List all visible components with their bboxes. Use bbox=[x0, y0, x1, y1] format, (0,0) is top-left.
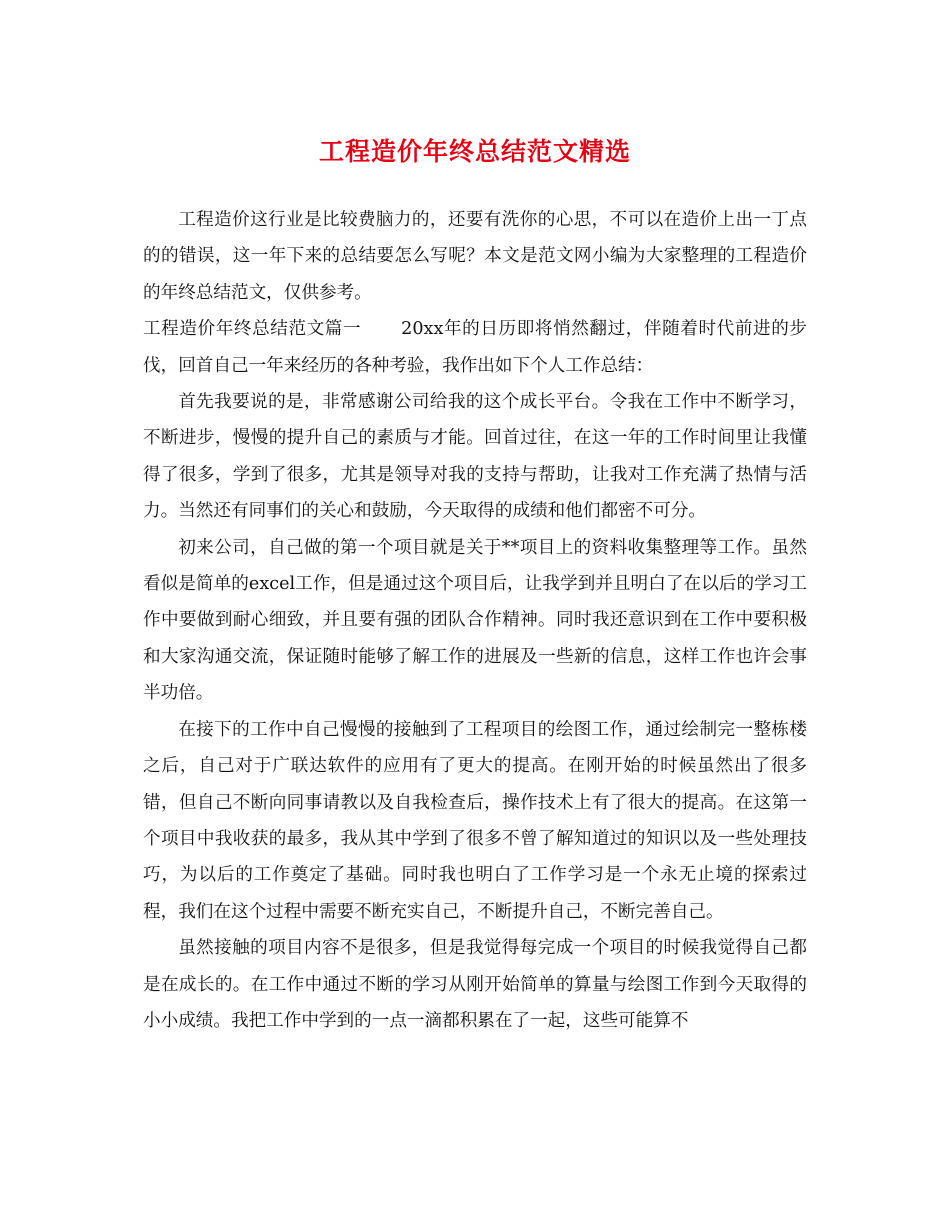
intro-paragraph: 工程造价这行业是比较费脑力的，还要有洗你的心思，不可以在造价上出一丁点的的错误，这一年下来的总结要怎么写呢？本文是范文网小编为大家整理的工程造价的年终总结范文，仅供参考。 bbox=[143, 210, 807, 303]
body-paragraph-1: 首先我要说的是，非常感谢公司给我的这个成长平台。令我在工作中不断学习，不断进步，慢慢的提升自己的素质与才能。回首过往，在这一年的工作时间里让我懂得了很多，学到了很多，尤其是领导对我的支持与帮助，让我对工作充满了热情与活力。当然还有同事们的关心和鼓励，今天取得的成绩和他们都密不可分。 bbox=[143, 392, 807, 522]
document-title: 工程造价年终总结范文精选 bbox=[318, 137, 631, 166]
body-paragraph-3: 在接下的工作中自己慢慢的接触到了工程项目的绘图工作，通过绘制完一整栋楼之后，自己对于广联达软件的应用有了更大的提高。在刚开始的时候虽然出了很多错，但自己不断向同事请教以及自我检查后，操作技术上有了很大的提高。在这第一个项目中我收获的最多，我从其中学到了很多不曾了解知道过的知识以及一些处理技巧，为以后的工作奠定了基础。同时我也明白了工作学习是一个永无止境的探索过程，我们在这个过程中需要不断充实自己，不断提升自己，不断完善自己。 bbox=[143, 719, 807, 922]
document-body bbox=[143, 202, 807, 1039]
section-paragraph bbox=[143, 311, 807, 384]
body-paragraph-4: 虽然接触的项目内容不是很多，但是我觉得每完成一个项目的时候我觉得自己都是在成长的。在工作中通过不断的学习从刚开始简单的算量与绘图工作到今天取得的小小成绩。我把工作中学到的一点一滴都积累在了一起，这些可能算不 bbox=[143, 938, 807, 1031]
section-heading: 工程造价年终总结范文篇一 bbox=[143, 319, 362, 340]
section-opening-text: 20xx年的日历即将悄然翻过，伴随着时代前进的步伐，回首自己一年来经历的各种考验，我作出如下个人工作总结： bbox=[143, 319, 807, 376]
body-paragraph-2: 初来公司，自己做的第一个项目就是关于**项目上的资料收集整理等工作。虽然看似是简单的excel工作，但是通过这个项目后，让我学到并且明白了在以后的学习工作中要做到耐心细致，并且要有强的团队合作精神。同时我还意识到在工作中要积极和大家沟通交流，保证随时能够了解工作的进展及一些新的信息，这样工作也许会事半功倍。 bbox=[143, 537, 807, 704]
